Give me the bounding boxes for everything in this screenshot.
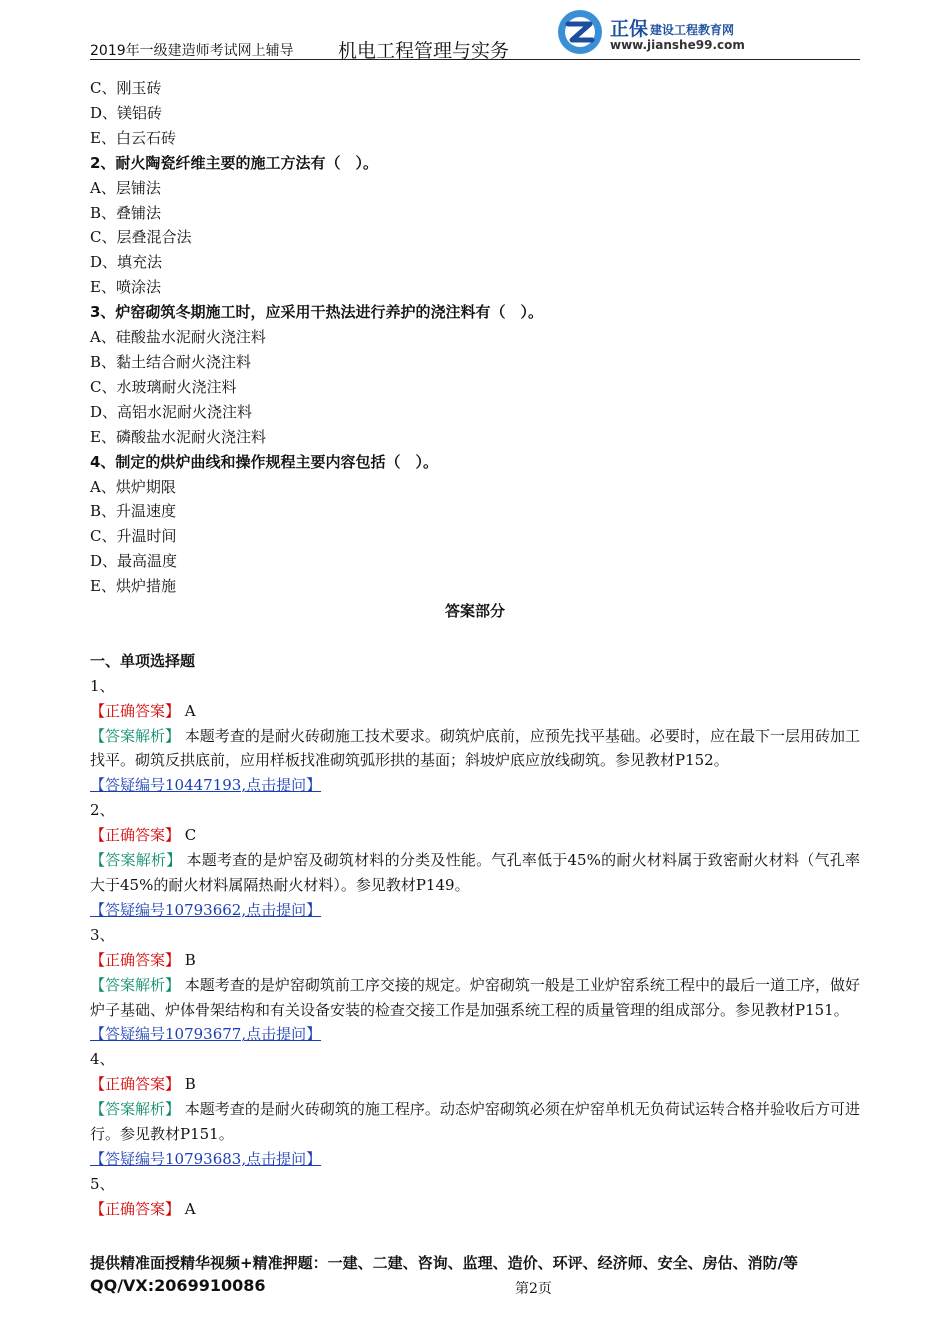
option-line: A、硅酸盐水泥耐火浇注料	[90, 328, 266, 347]
correct-answer-label: 【正确答案】	[90, 701, 181, 720]
correct-answer-line	[90, 1072, 860, 1097]
option-line: C、刚玉砖	[90, 79, 162, 97]
correct-answer-line	[90, 1197, 860, 1222]
correct-answer-value: A	[180, 701, 196, 720]
option-line: A、层铺法	[90, 178, 161, 197]
page-header	[90, 0, 860, 62]
correct-answer-label: 【正确答案】	[90, 1199, 181, 1218]
answer-analysis	[90, 724, 860, 774]
question-stem: 3、炉窑砌筑冬期施工时，应采用干热法进行养护的浇注料有（ ）。	[90, 303, 543, 322]
ask-question-link[interactable]: 【答疑编号10793683,点击提问】	[90, 1149, 322, 1168]
analysis-text: 本题考查的是炉窑及砌筑材料的分类及性能。气孔率低于45%的耐火材料属于致密耐火材料（气孔率大于45%的耐火材料属隔热耐火材料）。参见教材P149。	[90, 851, 860, 894]
header-exam-title: 2019年一级建造师考试网上辅导	[90, 43, 294, 59]
option-line: E、喷涂法	[90, 278, 161, 297]
answer-number: 1、	[90, 676, 115, 695]
correct-answer-value: C	[180, 826, 197, 845]
question-stem: 2、耐火陶瓷纤维主要的施工方法有（ ）。	[90, 153, 378, 172]
correct-answer-line	[90, 823, 860, 848]
answer-analysis	[90, 848, 860, 898]
option-line: C、水玻璃耐火浇注料	[90, 377, 237, 396]
answer-analysis	[90, 1097, 860, 1147]
answer-number: 2、	[90, 801, 115, 820]
page-content	[90, 76, 860, 1222]
analysis-label: 【答案解析】	[90, 975, 181, 994]
correct-answer-line	[90, 699, 860, 724]
page-footer	[90, 1252, 860, 1302]
header-subject: 机电工程管理与实务	[338, 40, 510, 62]
footer-promo: 提供精准面授精华视频+精准押题：一建、二建、咨询、监理、造价、环评、经济师、安全、房估、消防/等	[90, 1254, 799, 1272]
ask-question-link[interactable]: 【答疑编号10793662,点击提问】	[90, 900, 322, 919]
option-line: C、升温时间	[90, 527, 177, 546]
option-line: B、叠铺法	[90, 203, 162, 222]
analysis-label: 【答案解析】	[90, 1100, 181, 1119]
section-heading: 一、单项选择题	[90, 651, 196, 670]
correct-answer-value: A	[180, 1199, 196, 1218]
analysis-text: 本题考查的是耐火砖砌筑的施工程序。动态炉窑砌筑必须在炉窑单机无负荷试运转合格并验收后方可进行。参见教材P151。	[90, 1100, 860, 1144]
option-line: D、高铝水泥耐火浇注料	[90, 402, 253, 421]
option-line: B、黏土结合耐火浇注料	[90, 352, 252, 371]
logo-url: www.jianshe99.com	[610, 38, 745, 52]
header-divider	[90, 59, 860, 60]
logo-brand-name: 正保	[610, 18, 649, 40]
option-line: E、白云石砖	[90, 128, 176, 147]
correct-answer-value: B	[180, 950, 196, 969]
logo-swirl-icon	[556, 8, 604, 56]
option-line: D、填充法	[90, 253, 163, 272]
footer-contact: QQ/VX:2069910086	[90, 1276, 266, 1295]
option-line: E、烘炉措施	[90, 577, 176, 596]
answer-number: 4、	[90, 1050, 115, 1069]
page-number: 第2页	[515, 1281, 552, 1297]
answer-number: 5、	[90, 1174, 115, 1193]
option-line: D、最高温度	[90, 552, 178, 571]
analysis-text: 本题考查的是耐火砖砌施工技术要求。砌筑炉底前，应预先找平基础。必要时，应在最下一层用砖加工找平。砌筑反拱底前，应用样板找准砌筑弧形拱的基面；斜坡炉底应放线砌筑。参见教材P152。	[90, 726, 860, 770]
answer-section-title: 答案部分	[444, 602, 505, 621]
option-line: B、升温速度	[90, 502, 177, 521]
logo-sub-name: 建设工程教育网	[650, 23, 735, 37]
correct-answer-line	[90, 948, 860, 973]
ask-question-link[interactable]: 【答疑编号10793677,点击提问】	[90, 1025, 322, 1044]
blank-line	[90, 624, 860, 649]
option-line: A、烘炉期限	[90, 477, 176, 496]
correct-answer-label: 【正确答案】	[90, 1075, 181, 1094]
answer-number: 3、	[90, 925, 115, 944]
option-line: C、层叠混合法	[90, 228, 192, 247]
correct-answer-label: 【正确答案】	[90, 950, 181, 969]
ask-question-link[interactable]: 【答疑编号10447193,点击提问】	[90, 776, 322, 795]
brand-logo	[556, 8, 856, 56]
option-line: E、磷酸盐水泥耐火浇注料	[90, 427, 266, 446]
analysis-label: 【答案解析】	[90, 851, 182, 870]
option-line: D、镁铝砖	[90, 103, 163, 122]
correct-answer-value: B	[180, 1075, 196, 1094]
question-stem: 4、制定的烘炉曲线和操作规程主要内容包括（ ）。	[90, 452, 438, 471]
answer-analysis	[90, 973, 860, 1023]
correct-answer-label: 【正确答案】	[90, 826, 181, 845]
analysis-label: 【答案解析】	[90, 726, 181, 745]
analysis-text: 本题考查的是炉窑砌筑前工序交接的规定。炉窑砌筑一般是工业炉窑系统工程中的最后一道工序，做好炉子基础、炉体骨架结构和有关设备安装的检查交接工作是加强系统工程的质量管理的组成部分。参见教材P151。	[90, 975, 860, 1019]
